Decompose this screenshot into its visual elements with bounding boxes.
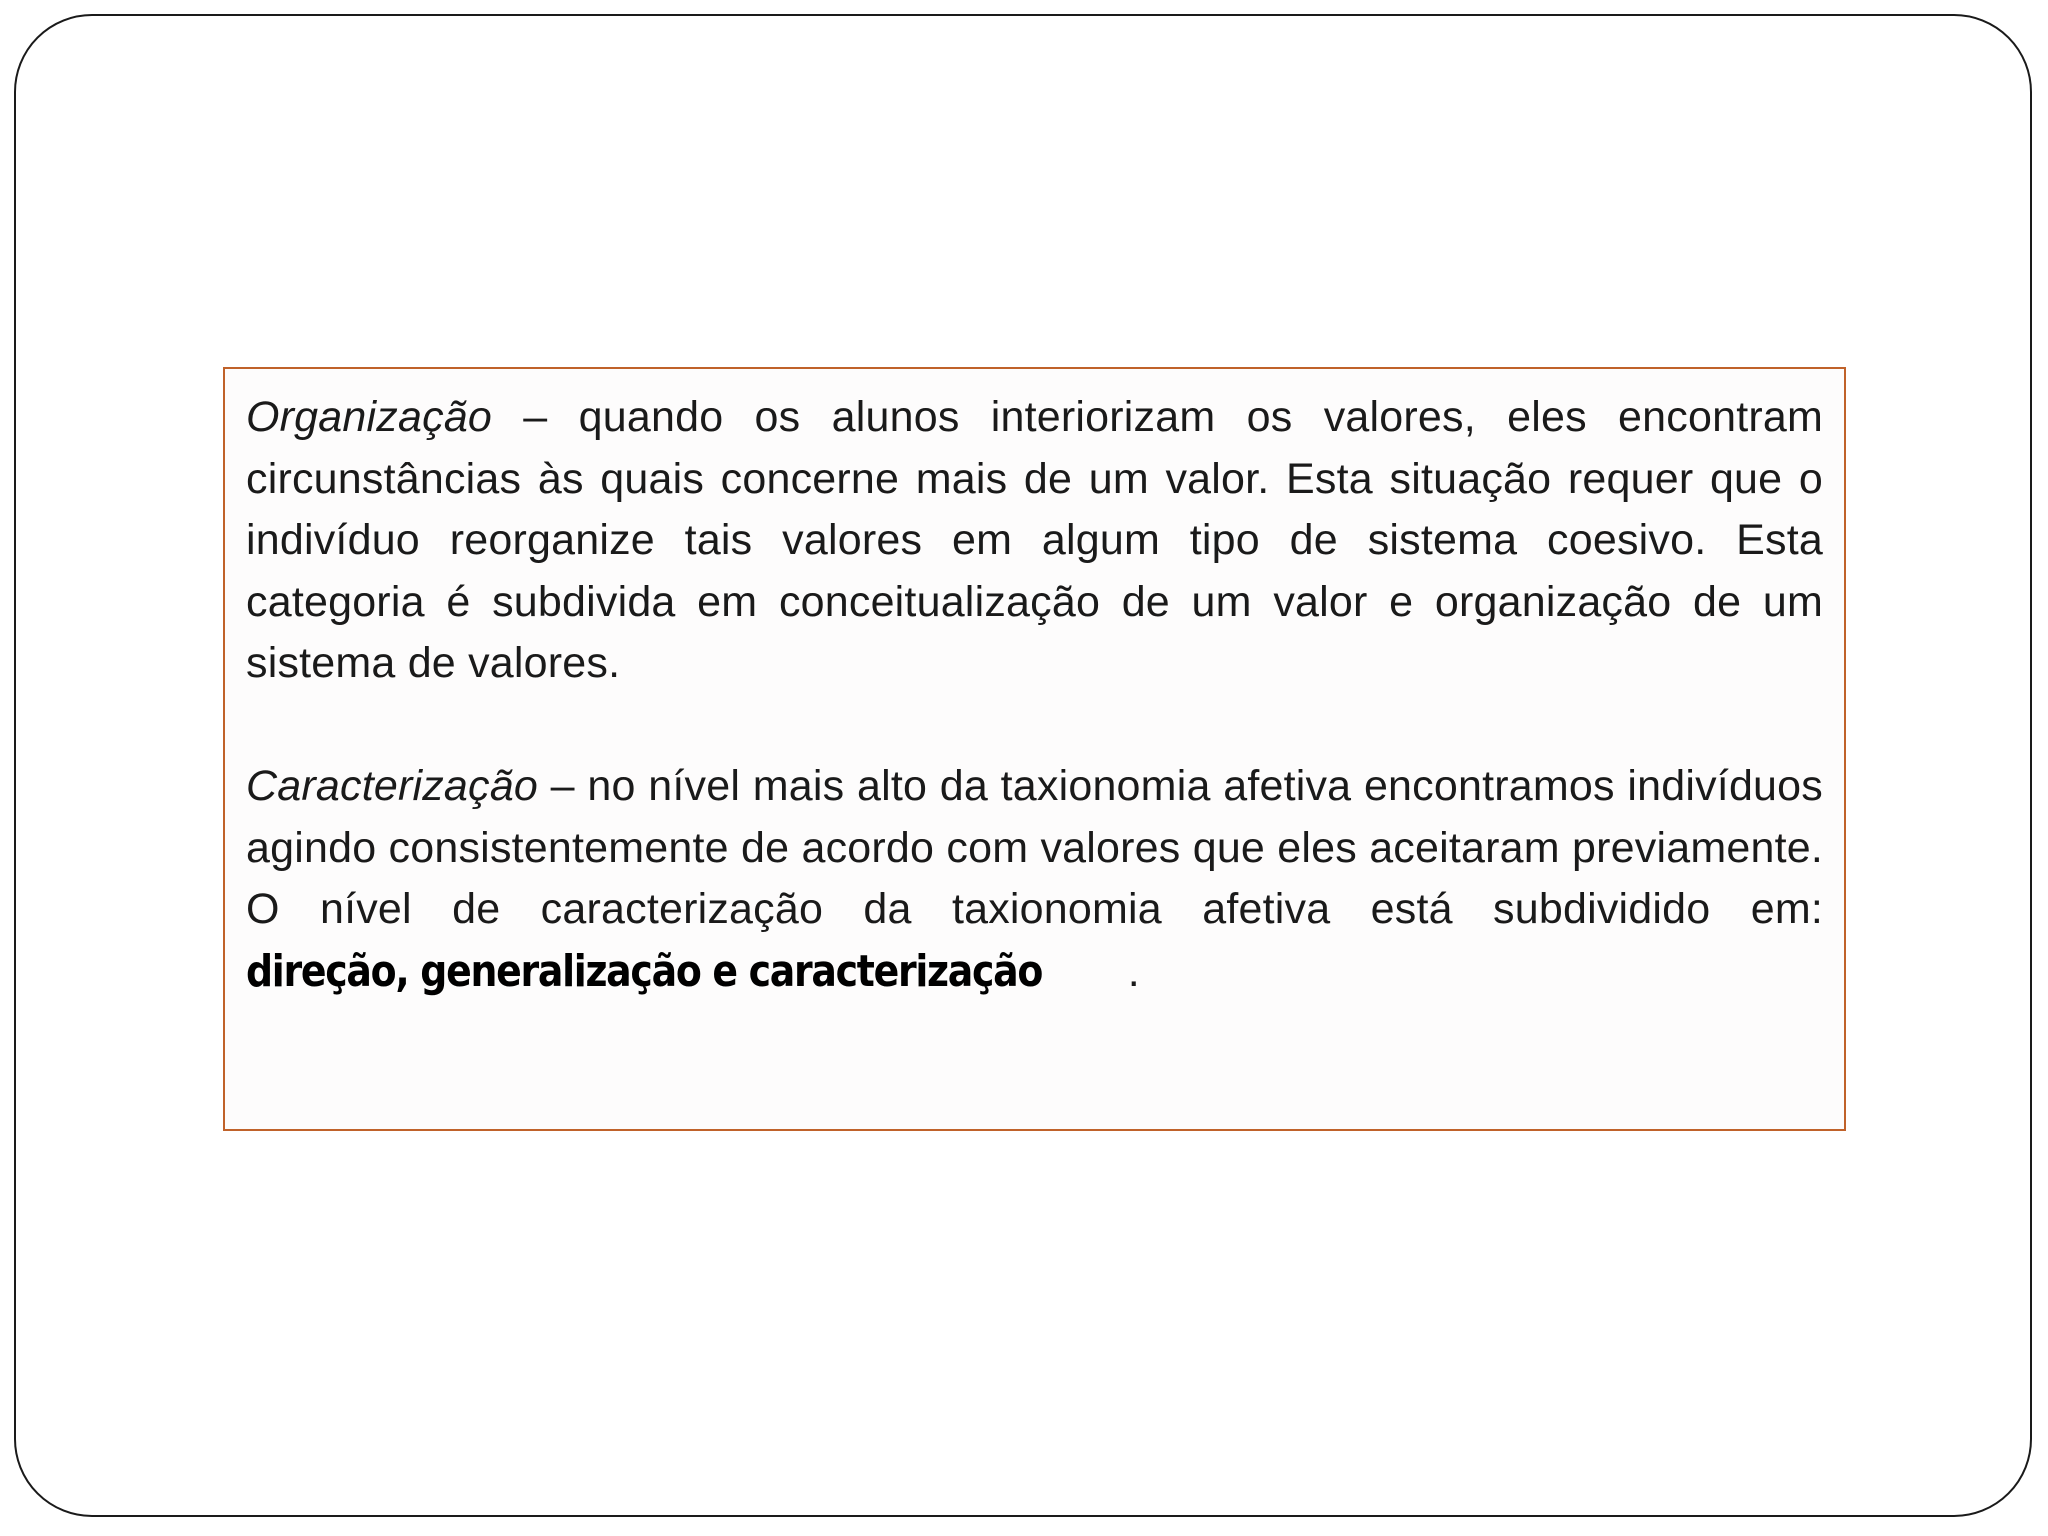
paragraph-caracterizacao: [246, 756, 1823, 1003]
content-box: [223, 367, 1846, 1131]
sentence-ending: .: [1127, 947, 1140, 996]
subdivision-emphasis: direção, generalização e caracterização: [246, 945, 1043, 997]
term-caracterizacao: Caracterização: [246, 762, 538, 810]
slide-frame: [14, 14, 2032, 1517]
definition-organizacao: – quando os alunos interiorizam os valores, eles encontram circunstâncias às quais concerne mais de um valor. Esta situação requer que o indivíduo reorganize tais valores em algum tipo de sistema coesivo. Esta categoria é subdivida em conceitualização de um valor e organização de um sistema de valores.: [246, 393, 1823, 687]
definition-caracterizacao: – no nível mais alto da taxionomia afetiva encontramos indivíduos agindo consistentemente de acordo com valores que eles aceitaram previamente. O nível de caracterização da taxionomia afetiva está subdividido em:: [246, 762, 1823, 933]
paragraph-organizacao: [246, 387, 1823, 695]
term-organizacao: Organização: [246, 393, 493, 441]
